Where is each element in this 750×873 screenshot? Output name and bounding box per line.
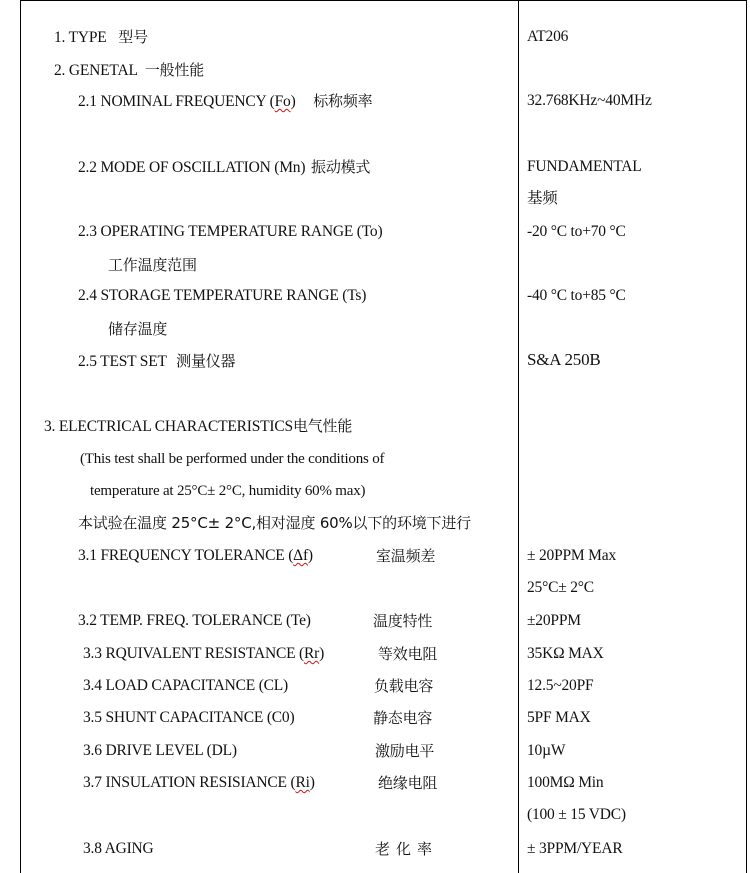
row-shunt-capacitance [83, 708, 294, 728]
aging-cn: 老化率 [375, 840, 439, 858]
conditions-line-3: 本试验在温度 25°C± 2°C,相对湿度 60%以下的环境下进行 [78, 514, 471, 532]
row-mode [78, 157, 370, 178]
row-insulation [83, 773, 315, 793]
temp-freq-tolerance-label: 3.2 TEMP. FREQ. TOLERANCE (Te) [78, 612, 311, 629]
frequency-tolerance-label-pre: 3.1 FREQUENCY TOLERANCE ( [78, 547, 294, 564]
test-set-label: 2.5 TEST SET [78, 353, 167, 370]
nominal-frequency-label-post: ) [290, 93, 296, 110]
mode-label: 2.2 MODE OF OSCILLATION (Mn) [78, 159, 306, 176]
type-cn: 型号 [118, 28, 148, 46]
electrical-cn: 电气性能 [292, 417, 353, 435]
shunt-capacitance-label: 3.5 SHUNT CAPACITANCE (C0) [83, 709, 295, 726]
insulation-symbol: Ri [295, 774, 310, 791]
operating-temp-value: -20 °C to+70 °C [527, 223, 626, 240]
storage-temp-label: 2.4 STORAGE TEMPERATURE RANGE (Ts) [78, 287, 367, 304]
resistance-cn: 等效电阻 [378, 645, 438, 663]
insulation-cn: 绝缘电阻 [378, 774, 438, 792]
insulation-label-post: ) [309, 774, 315, 791]
general-cn: 一般性能 [144, 61, 205, 79]
row-nominal-frequency [78, 91, 372, 112]
nominal-frequency-symbol: Fo [274, 93, 291, 110]
conditions-line-1: (This test shall be performed under the conditions of [80, 451, 385, 467]
frequency-tolerance-value: ± 20PPM Max [527, 547, 616, 564]
frequency-tolerance-value-2: 25°C± 2°C [527, 579, 594, 596]
insulation-value-2: (100 ± 15 VDC) [527, 806, 626, 823]
nominal-frequency-cn: 标称频率 [313, 92, 373, 110]
electrical-label: 3. ELECTRICAL CHARACTERISTICS [44, 418, 293, 435]
test-set-cn: 测量仪器 [176, 352, 236, 370]
shunt-capacitance-cn: 静态电容 [373, 709, 433, 727]
resistance-label-post: ) [319, 645, 325, 662]
mode-value-cn: 基频 [527, 189, 558, 207]
drive-level-label: 3.6 DRIVE LEVEL (DL) [83, 742, 237, 759]
type-label: 1. TYPE [54, 29, 107, 46]
operating-temp-label: 2.3 OPERATING TEMPERATURE RANGE (To) [78, 223, 383, 240]
row-storage-temp [78, 286, 366, 306]
test-set-value: S&A 250B [527, 350, 601, 369]
frequency-tolerance-symbol: Δf [293, 547, 308, 564]
load-capacitance-label: 3.4 LOAD CAPACITANCE (CL) [83, 677, 289, 694]
frequency-tolerance-label-post: ) [307, 547, 313, 564]
column-divider [518, 0, 519, 873]
conditions-line-2: temperature at 25°C± 2°C, humidity 60% max) [90, 483, 366, 499]
frequency-tolerance-cn: 室温频差 [376, 547, 436, 565]
row-type [54, 27, 148, 48]
row-electrical [44, 416, 352, 437]
storage-temp-cn: 储存温度 [108, 320, 168, 338]
row-general [54, 60, 204, 81]
row-operating-temp [78, 222, 382, 242]
resistance-value: 35KΩ MAX [527, 645, 604, 662]
row-resistance [83, 644, 324, 664]
mode-cn: 振动模式 [311, 158, 371, 176]
nominal-frequency-value: 32.768KHz~40MHz [527, 92, 652, 109]
temp-freq-tolerance-value: ±20PPM [527, 612, 581, 629]
resistance-symbol: Rr [304, 645, 320, 662]
load-capacitance-cn: 负载电容 [374, 677, 434, 695]
storage-temp-value: -40 °C to+85 °C [527, 287, 626, 304]
mode-value: FUNDAMENTAL [527, 158, 642, 175]
insulation-label-pre: 3.7 INSULATION RESISIANCE ( [83, 774, 296, 791]
row-load-capacitance [83, 676, 288, 696]
resistance-label-pre: 3.3 RQUIVALENT RESISTANCE ( [83, 645, 304, 662]
nominal-frequency-label-pre: 2.1 NOMINAL FREQUENCY ( [78, 93, 275, 110]
row-drive-level [83, 741, 237, 761]
general-label: 2. GENETAL [54, 62, 138, 79]
row-frequency-tolerance [78, 546, 313, 566]
aging-label: 3.8 AGING [83, 840, 154, 857]
row-aging [83, 839, 154, 859]
temp-freq-tolerance-cn: 温度特性 [373, 612, 433, 630]
shunt-capacitance-value: 5PF MAX [527, 709, 591, 726]
drive-level-cn: 激励电平 [375, 742, 435, 760]
aging-value: ± 3PPM/YEAR [527, 840, 623, 857]
insulation-value: 100MΩ Min [527, 774, 604, 791]
type-value: AT206 [527, 28, 569, 45]
operating-temp-cn: 工作温度范围 [108, 256, 197, 274]
row-test-set [78, 351, 235, 372]
drive-level-value: 10µW [527, 742, 566, 759]
load-capacitance-value: 12.5~20PF [527, 677, 594, 694]
row-temp-freq-tolerance [78, 611, 311, 631]
